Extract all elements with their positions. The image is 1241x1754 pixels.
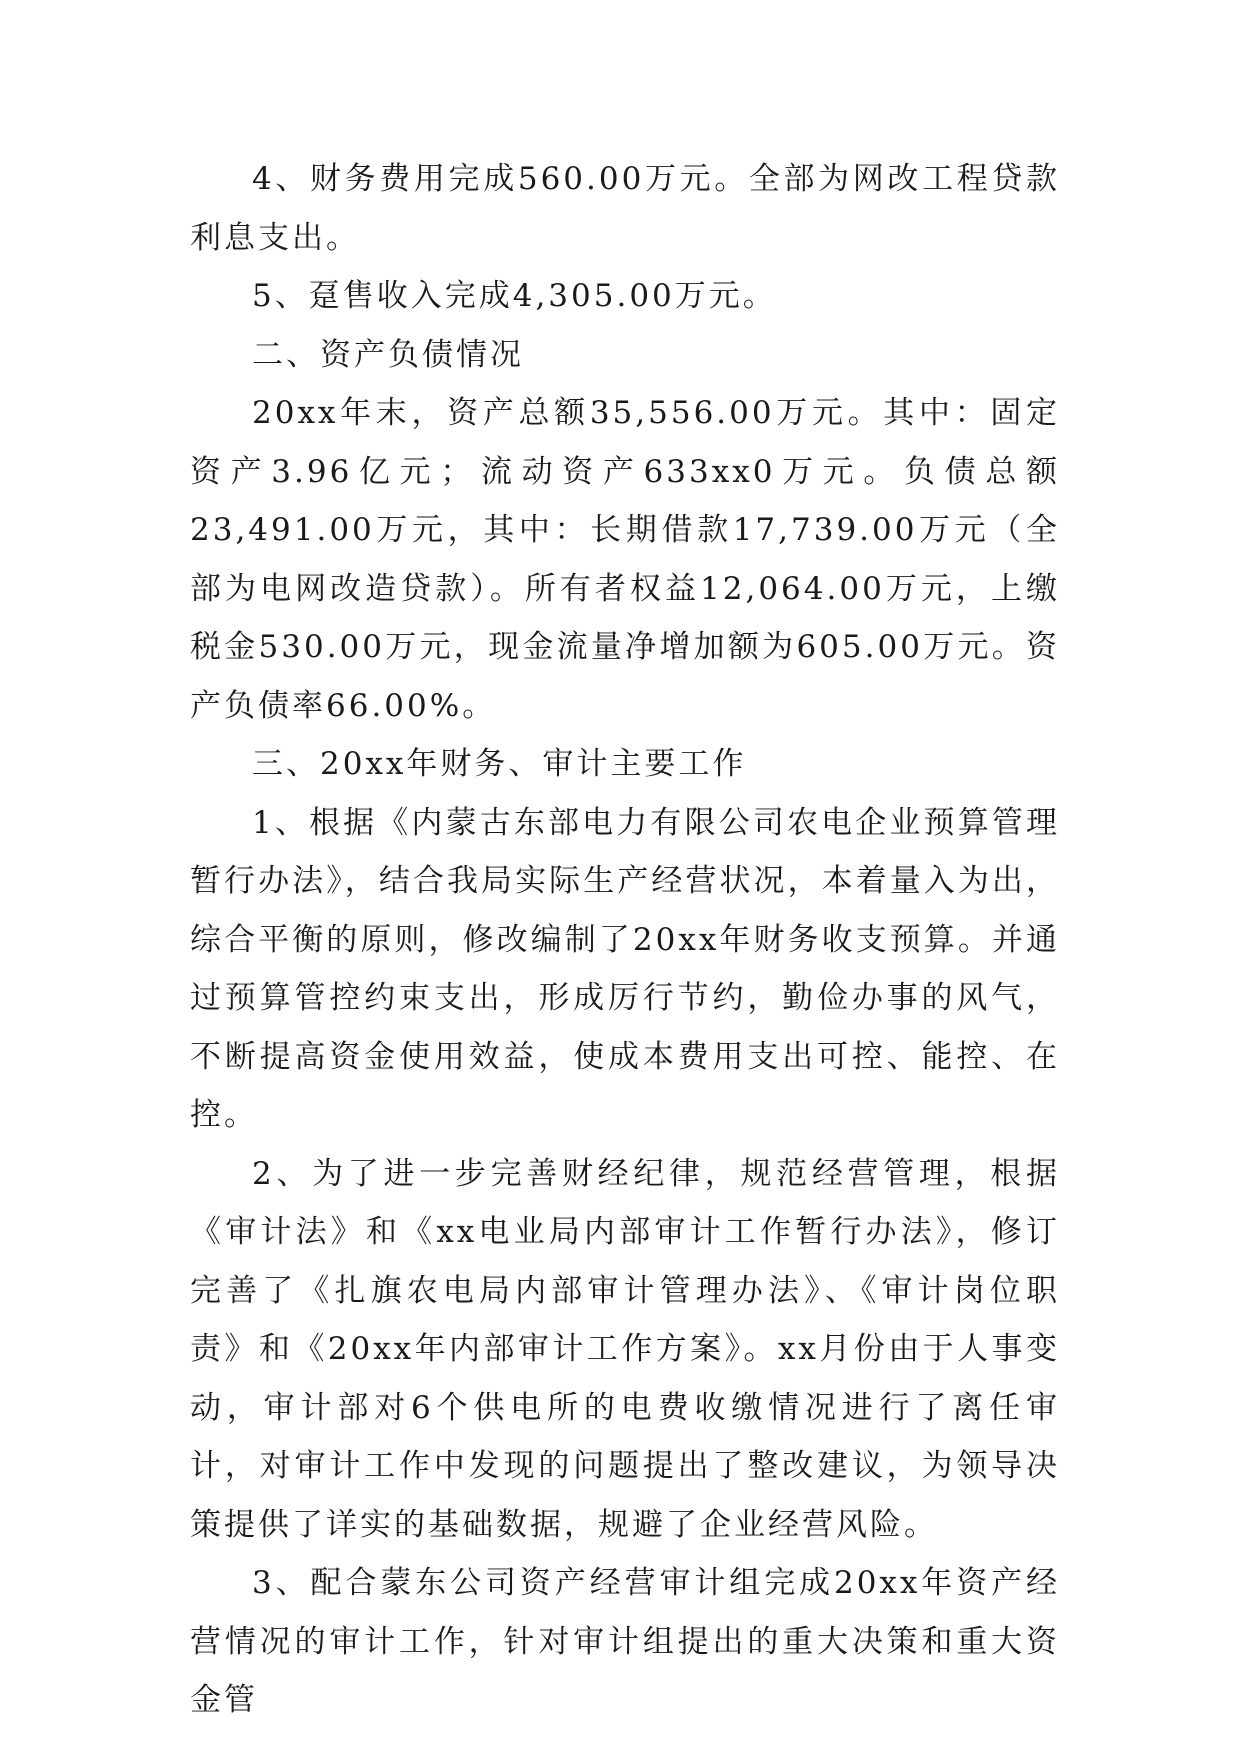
document-body xyxy=(190,150,1060,1730)
paragraph-audit-regulations: 2、为了进一步完善财经纪律，规范经营管理，根据《审计法》和《xx电业局内部审计工作暂行办法》，修订完善了《扎旗农电局内部审计管理办法》、《审计岗位职责》和《20xx年内部审计工作方案》。xx月份由于人事变动，审计部对6个供电所的电费收缴情况进行了离任审计，对审计工作中发现的问题提出了整改建议，为领导决策提供了详实的基础数据，规避了企业经营风险。 xyxy=(190,1155,1060,1543)
section-heading-assets-liabilities: 二、资产负债情况 xyxy=(252,336,524,373)
paragraph-finance-expense: 4、财务费用完成560.00万元。全部为网改工程贷款利息支出。 xyxy=(190,161,1060,256)
paragraph-budget-management: 1、根据《内蒙古东部电力有限公司农电企业预算管理暂行办法》，结合我局实际生产经营状况，本着量入为出，综合平衡的原则，修改编制了20xx年财务收支预算。并通过预算管控约束支出，形成厉行节约，勤俭办事的风气，不断提高资金使用效益，使成本费用支出可控、能控、在控。 xyxy=(190,804,1060,1133)
paragraph-assets-liabilities: 20xx年末，资产总额35,556.00万元。其中：固定资产3.96亿元；流动资产633xx0万元。负债总额23,491.00万元，其中：长期借款17,739.00万元（全部为电网改造贷款）。所有者权益12,064.00万元，上缴税金530.00万元，现金流量净增加额为605.00万元。资产负债率66.00%。 xyxy=(190,395,1060,724)
paragraph-wholesale-income: 5、趸售收入完成4,305.00万元。 xyxy=(252,278,777,314)
section-heading-finance-audit-work: 三、20xx年财务、审计主要工作 xyxy=(252,746,747,782)
paragraph-asset-audit-cooperation: 3、配合蒙东公司资产经营审计组完成20xx年资产经营情况的审计工作，针对审计组提出的重大决策和重大资金管 xyxy=(190,1565,1060,1718)
